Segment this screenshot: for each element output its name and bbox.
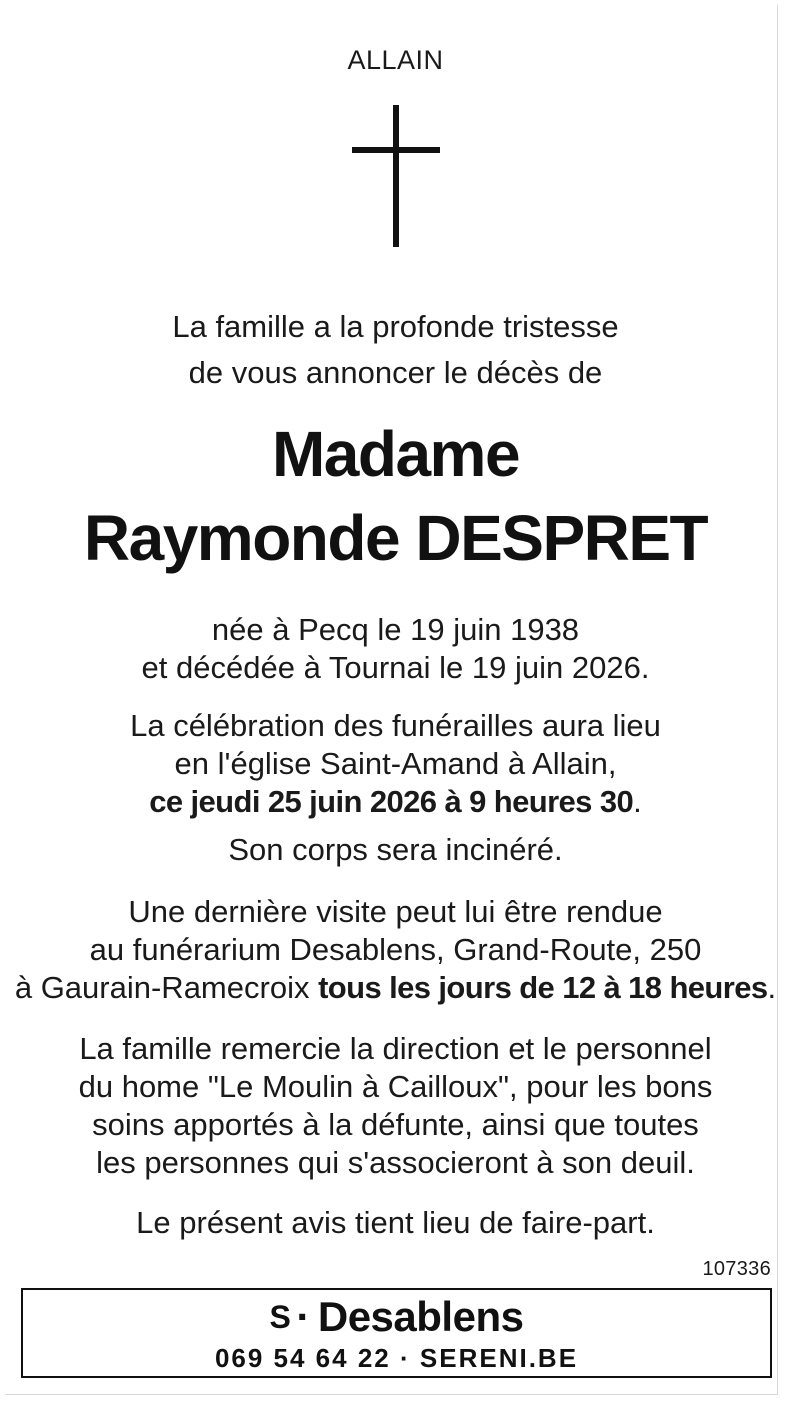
intro-line-1: La famille a la profonde tristesse [172, 309, 619, 344]
funeral-home-name: Desablens [317, 1293, 524, 1340]
visit-line-3 [0, 969, 791, 1007]
birth-line: née à Pecq le 19 juin 1938 [211, 612, 580, 647]
deceased-name-block [0, 412, 791, 580]
reference-number: 107336 [702, 1258, 771, 1280]
contact-separator: · [399, 1343, 411, 1373]
ceremony-line-3 [0, 783, 791, 821]
notice-statement: Le présent avis tient lieu de faire-part. [136, 1205, 655, 1240]
funeral-home-contact [23, 1342, 770, 1374]
thanks-line-4: les personnes qui s'associeront à son deuil. [96, 1145, 695, 1180]
cremation-note: Son corps sera incinéré. [228, 832, 563, 867]
ceremony-datetime-end: . [633, 784, 642, 819]
brand-separator: · [296, 1293, 310, 1340]
ceremony-line-2: en l'église Saint-Amand à Allain, [174, 746, 617, 781]
latin-cross-icon [352, 105, 440, 247]
thanks-line-3: soins apportés à la défunte, ainsi que toutes [92, 1107, 699, 1142]
announcement-intro [0, 304, 791, 396]
thanks-line-2: du home "Le Moulin à Cailloux", pour les bons [78, 1069, 713, 1104]
funeral-home-logo: S [269, 1299, 291, 1335]
ceremony-details [0, 707, 791, 821]
thanks-line-1: La famille remercie la direction et le personnel [79, 1031, 712, 1066]
funeral-home-website: SERENI.BE [419, 1343, 579, 1373]
ceremony-line-1: La célébration des funérailles aura lieu [130, 708, 661, 743]
funeral-home-brand [23, 1292, 770, 1345]
deceased-title: Madame [271, 418, 520, 490]
visit-details [0, 893, 791, 1007]
cross-vertical-bar [393, 105, 399, 247]
deceased-full-name: Raymonde DESPRET [83, 502, 708, 574]
visit-hours: tous les jours de 12 à 18 heures [318, 970, 768, 1005]
death-line: et décédée à Tournai le 19 juin 2026. [141, 650, 650, 685]
funeral-home-phone: 069 54 64 22 [214, 1343, 391, 1373]
visit-location: à Gaurain-Ramecroix [14, 970, 319, 1005]
cross-horizontal-bar [352, 147, 440, 153]
intro-line-2: de vous annoncer le décès de [188, 355, 603, 390]
location-header: ALLAIN [347, 45, 444, 75]
funeral-home-banner [21, 1288, 772, 1378]
life-dates [0, 611, 791, 687]
family-thanks [0, 1030, 791, 1182]
visit-line-2: au funérarium Desablens, Grand-Route, 250 [89, 932, 702, 967]
visit-line-3-end: . [767, 970, 777, 1005]
visit-line-1: Une dernière visite peut lui être rendue [128, 894, 663, 929]
ceremony-datetime: ce jeudi 25 juin 2026 à 9 heures 30 [149, 784, 634, 819]
